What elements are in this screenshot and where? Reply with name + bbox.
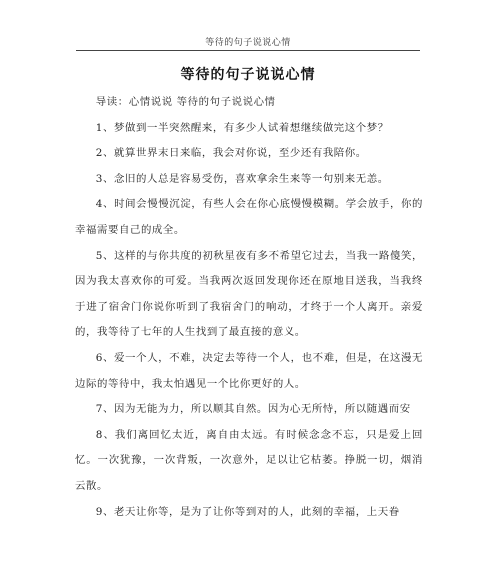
document-body <box>75 90 423 525</box>
paragraph-5: 5、这样的与你共度的初秋星夜有多不希望它过去，当我一路傻笑，因为我太喜欢你的可爱。当我两次返回发现你还在原地目送我，当我终于进了宿舍门你说你听到了我宿舍门的响动，才终于一个人离开。亲爱的，我等待了七年的人生找到了最直接的意义。 <box>75 249 423 339</box>
running-header: 等待的句子说说心情 <box>205 38 291 48</box>
paragraph-9: 9、老天让你等，是为了让你等到对的人，此刻的幸福，上天眷 <box>95 505 400 518</box>
intro-paragraph: 导读：心情说说 等待的句子说说心情 <box>95 96 276 108</box>
document-title: 等待的句子说说心情 <box>180 67 316 83</box>
paragraph-8: 8、我们离回忆太近，离自由太远。有时候念念不忘，只是爱上回忆。一次犹豫，一次背叛，一次意外，足以让它枯萎。挣脱一切，烟消云散。 <box>75 428 423 492</box>
header-divider <box>76 50 420 51</box>
paragraph-3: 3、念旧的人总是容易受伤，喜欢拿余生来等一句别来无恙。 <box>95 172 389 185</box>
paragraph-6: 6、爱一个人，不难，决定去等待一个人，也不难，但是，在这漫无边际的等待中，我太怕遇见一个比你更好的人。 <box>75 351 423 390</box>
paragraph-7: 7、因为无能为力，所以顺其自然。因为心无所恃，所以随遇而安 <box>95 403 411 416</box>
paragraph-4: 4、时间会慢慢沉淀，有些人会在你心底慢慢模糊。学会放手，你的幸福需要自己的成全。 <box>75 198 423 236</box>
paragraph-2: 2、就算世界末日来临，我会对你说，至少还有我陪你。 <box>95 147 367 160</box>
paragraph-1: 1、梦做到一半突然醒来，有多少人试着想继续做完这个梦？ <box>95 121 389 134</box>
